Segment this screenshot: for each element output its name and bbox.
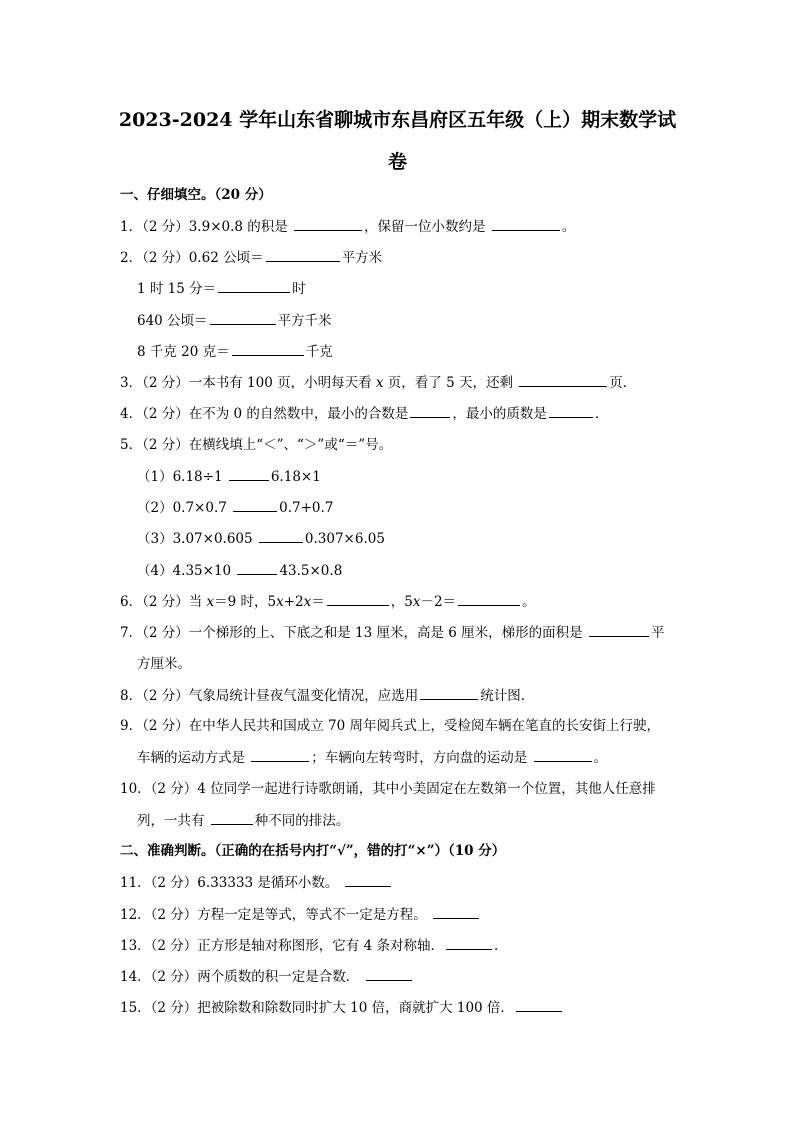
q7-text-b: 平 bbox=[650, 625, 665, 641]
q9-text-d: 。 bbox=[593, 750, 608, 766]
q1-blank-1[interactable] bbox=[294, 217, 362, 231]
question-9: 9．（2 分）在中华人民共和国成立 70 周年阅兵式上，受检阅车辆在笔直的长安街上行驶， bbox=[120, 718, 660, 734]
q13-text-b: ． bbox=[493, 938, 508, 954]
q2-blank-4[interactable] bbox=[232, 342, 304, 356]
question-11 bbox=[120, 873, 393, 892]
q10-blank-1[interactable] bbox=[211, 811, 253, 825]
q14-blank-1[interactable] bbox=[366, 967, 412, 981]
q5-s2-text-b: 0.7+0.7 bbox=[279, 500, 334, 516]
q6-var-x2: x bbox=[276, 594, 284, 610]
q9-text-c: ；车辆向左转弯时，方向盘的运动是 bbox=[311, 750, 532, 766]
q5-s4-text-a: （4）4.35×10 bbox=[137, 563, 236, 579]
question-5: 5．（2 分）在横线填上“＜”、“＞”或“＝”号。 bbox=[120, 437, 393, 453]
q2-l2-text-b: 时 bbox=[292, 281, 306, 297]
q4-text-a: 4．（2 分）在不为 0 的自然数中，最小的合数是 bbox=[120, 406, 409, 422]
q8-text-b: 统计图． bbox=[480, 688, 535, 704]
question-7 bbox=[120, 623, 664, 642]
q12-blank-1[interactable] bbox=[433, 905, 479, 919]
q12-text-a: 12．（2 分）方程一定是等式，等式不一定是方程。 bbox=[120, 907, 432, 923]
q11-text-a: 11．（2 分）6.33333 是循环小数。 bbox=[120, 875, 343, 891]
question-9-line-2 bbox=[137, 748, 607, 767]
q2-text-b: 平方米 bbox=[341, 250, 383, 266]
q3-text-b: 页，看了 5 天，还剩 bbox=[383, 375, 518, 391]
q6-blank-2[interactable] bbox=[458, 592, 520, 606]
page-title-line2: 卷 bbox=[387, 151, 407, 173]
section-1-heading: 一、仔细填空。（20 分） bbox=[120, 187, 272, 203]
q4-blank-2[interactable] bbox=[549, 404, 593, 418]
q3-blank-1[interactable] bbox=[519, 373, 607, 387]
q5-s3-text-b: 0.307×6.05 bbox=[304, 531, 385, 547]
q9-blank-1[interactable] bbox=[251, 748, 309, 762]
question-2-line-2 bbox=[137, 279, 306, 298]
q6-var-x3: x bbox=[303, 594, 312, 610]
q9-text-b: 车辆的运动方式是 bbox=[137, 750, 250, 766]
question-1 bbox=[120, 217, 575, 236]
section-2-heading: 二、准确判断。（正确的在括号内打“√”，错的打“×”）（10 分） bbox=[120, 843, 506, 859]
q6-blank-1[interactable] bbox=[327, 592, 389, 606]
q4-blank-1[interactable] bbox=[410, 404, 450, 418]
question-3 bbox=[120, 373, 636, 392]
q6-text-d: ＝ bbox=[311, 594, 325, 610]
q5-s4-text-b: 43.5×0.8 bbox=[279, 563, 343, 579]
q4-text-c: ． bbox=[594, 406, 609, 422]
q2-l4-text-a: 8 千克 20 克＝ bbox=[137, 344, 230, 360]
q10-text-b: 列，一共有 bbox=[137, 813, 209, 829]
question-7-line-2: 方厘米。 bbox=[137, 656, 191, 672]
question-13 bbox=[120, 936, 507, 955]
q1-text-a: 1．（2 分）3.9×0.8 的积是 bbox=[120, 219, 293, 235]
question-5-sub-1 bbox=[137, 467, 321, 486]
question-5-sub-2 bbox=[137, 498, 333, 517]
q3-var-x: x bbox=[375, 375, 384, 391]
q5-s2-text-a: （2）0.7×0.7 bbox=[137, 500, 232, 516]
q10-text-c: 种不同的排法。 bbox=[254, 813, 350, 829]
question-10: 10．（2 分）4 位同学一起进行诗歌朗诵，其中小美固定在左数第一个位置，其他人任意排 bbox=[120, 781, 656, 797]
q5-blank-2[interactable] bbox=[233, 498, 277, 512]
question-10-line-2 bbox=[137, 811, 349, 830]
question-14 bbox=[120, 967, 414, 986]
q13-blank-1[interactable] bbox=[446, 936, 492, 950]
q7-text-a: 7．（2 分）一个梯形的上、下底之和是 13 厘米，高是 6 厘米，梯形的面积是 bbox=[120, 625, 587, 641]
question-15 bbox=[120, 998, 564, 1017]
q2-blank-2[interactable] bbox=[218, 279, 290, 293]
q6-text-b: ＝9 时，5 bbox=[214, 594, 277, 610]
q3-text-a: 3．（2 分）一本书有 100 页，小明每天看 bbox=[120, 375, 376, 391]
question-8 bbox=[120, 686, 534, 705]
q8-text-a: 8．（2 分）气象局统计昼夜气温变化情况，应选用 bbox=[120, 688, 419, 704]
q2-l3-text-a: 640 公顷＝ bbox=[137, 313, 208, 329]
question-2-line-4 bbox=[137, 342, 333, 361]
question-12 bbox=[120, 905, 481, 924]
q11-blank-1[interactable] bbox=[345, 873, 391, 887]
q1-text-b: ，保留一位小数约是 bbox=[364, 219, 490, 235]
q6-text-g: 。 bbox=[522, 594, 536, 610]
q5-s1-text-a: （1）6.18÷1 bbox=[137, 469, 227, 485]
q1-blank-2[interactable] bbox=[492, 217, 560, 231]
q6-text-e: ，5 bbox=[390, 594, 413, 610]
q6-var-x1: x bbox=[206, 594, 215, 610]
q2-l3-text-b: 平方千米 bbox=[277, 313, 332, 329]
q2-blank-3[interactable] bbox=[210, 311, 276, 325]
question-2 bbox=[120, 248, 382, 267]
q7-blank-1[interactable] bbox=[589, 623, 649, 637]
q2-l4-text-b: 千克 bbox=[305, 344, 333, 360]
q6-var-x4: x bbox=[412, 594, 421, 610]
question-6 bbox=[120, 592, 536, 611]
q5-s1-text-b: 6.18×1 bbox=[270, 469, 321, 485]
question-5-sub-3 bbox=[137, 529, 385, 548]
question-2-line-3 bbox=[137, 311, 332, 330]
q2-l2-text-a: 1 时 15 分＝ bbox=[137, 281, 217, 297]
q6-text-c: +2 bbox=[283, 594, 304, 610]
q2-blank-1[interactable] bbox=[266, 248, 340, 262]
q1-text-c: 。 bbox=[561, 219, 576, 235]
q5-blank-3[interactable] bbox=[259, 529, 303, 543]
q5-blank-4[interactable] bbox=[237, 561, 277, 575]
q5-blank-1[interactable] bbox=[229, 467, 269, 481]
q4-text-b: ，最小的质数是 bbox=[452, 406, 547, 422]
q6-text-f: －2＝ bbox=[420, 594, 457, 610]
q9-blank-2[interactable] bbox=[534, 748, 592, 762]
q15-text-a: 15．（2 分）把被除数和除数同时扩大 10 倍，商就扩大 100 倍． bbox=[120, 1000, 514, 1016]
q5-s3-text-a: （3）3.07×0.605 bbox=[137, 531, 257, 547]
question-4 bbox=[120, 404, 608, 423]
q13-text-a: 13．（2 分）正方形是轴对称图形，它有 4 条对称轴． bbox=[120, 938, 444, 954]
q3-text-c: 页． bbox=[609, 375, 637, 391]
page-title-line1: 2023-2024 学年山东省聊城市东昌府区五年级（上）期末数学试 bbox=[118, 109, 677, 131]
question-5-sub-4 bbox=[137, 561, 342, 580]
q15-blank-1[interactable] bbox=[516, 998, 562, 1012]
q2-text-a: 2．（2 分）0.62 公顷＝ bbox=[120, 250, 264, 266]
q6-text-a: 6．（2 分）当 bbox=[120, 594, 207, 610]
q8-blank-1[interactable] bbox=[420, 686, 478, 700]
q14-text-a: 14．（2 分）两个质数的积一定是合数． bbox=[120, 969, 364, 985]
